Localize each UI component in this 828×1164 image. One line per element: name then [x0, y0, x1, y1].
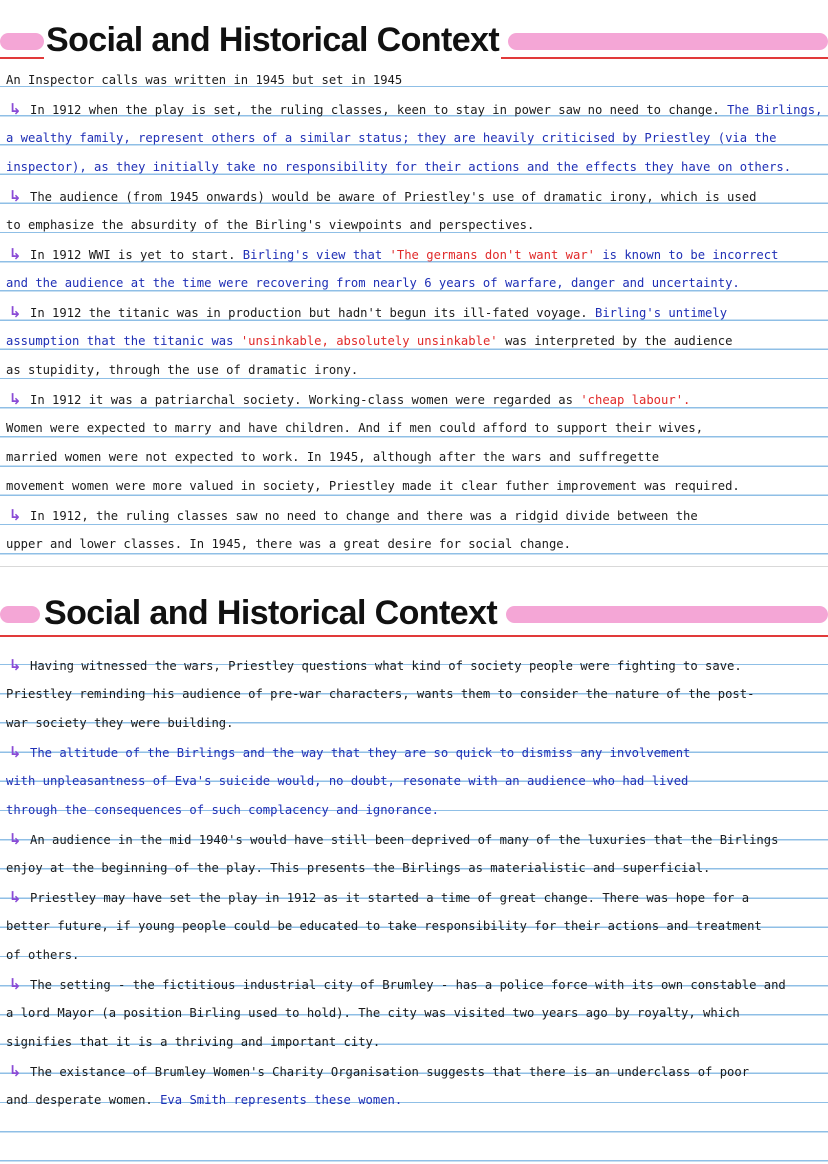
- text-line: [6, 360, 824, 380]
- pink-highlight-left: [0, 606, 40, 623]
- note-text: signifies that it is a thriving and important city.: [6, 1035, 381, 1049]
- arrow-bullet-icon: ↳: [8, 303, 22, 321]
- note-text: Priestley may have set the play in 1912 as it started a time of great change. There was hope for a: [30, 891, 750, 905]
- blue-note-text: The altitude of the Birlings and the way that they are so quick to dismiss any involvement: [30, 746, 691, 760]
- blue-note-text: and the audience at the time were recovering from nearly 6 years of warfare, danger and uncertainty.: [6, 276, 740, 290]
- page-separator: [0, 566, 828, 587]
- bullet-point-line: [6, 505, 824, 525]
- red-margin-rule: [0, 635, 828, 637]
- note-text: upper and lower classes. In 1945, there was a great desire for social change.: [6, 537, 571, 551]
- text-line: [6, 447, 824, 467]
- bullet-point-line: [6, 389, 824, 409]
- note-text: as stupidity, through the use of dramatic irony.: [6, 363, 359, 377]
- text-line: [6, 273, 824, 293]
- blue-note-text: assumption that the titanic was: [6, 334, 241, 348]
- note-text: a lord Mayor (a position Birling used to hold). The city was visited two years ago by royalty, which: [6, 1006, 740, 1020]
- note-text: to emphasize the absurdity of the Birling's viewpoints and perspectives.: [6, 218, 535, 232]
- blue-note-text: through the consequences of such complacency and ignorance.: [6, 803, 439, 817]
- note-text: An Inspector calls was written in 1945 but set in 1945: [6, 73, 403, 87]
- bullet-point-line: [6, 655, 824, 675]
- arrow-bullet-icon: ↳: [8, 888, 22, 906]
- text-line: [6, 684, 824, 704]
- text-line: [6, 128, 824, 148]
- blue-note-text: The Birlings,: [727, 103, 823, 117]
- arrow-bullet-icon: ↳: [8, 187, 22, 205]
- note-text: Priestley reminding his audience of pre-war characters, wants them to consider the nature of the post-: [6, 687, 755, 701]
- bullet-point-line: [6, 1061, 824, 1081]
- note-text: The audience (from 1945 onwards) would be aware of Priestley's use of dramatic irony, which is used: [30, 190, 757, 204]
- text-line: [6, 800, 824, 820]
- text-line: [6, 476, 824, 496]
- blue-note-text: Eva Smith represents these women.: [160, 1093, 403, 1107]
- blue-note-text: is known to be incorrect: [595, 248, 779, 262]
- text-line: [6, 157, 824, 177]
- notes-page-2: [0, 586, 828, 1164]
- note-text: The setting - the fictitious industrial city of Brumley - has a police force with its own constable and: [30, 978, 786, 992]
- text-line: [6, 858, 824, 878]
- note-text: In 1912 when the play is set, the ruling classes, keen to stay in power saw no need to change.: [30, 103, 728, 117]
- page-title: Social and Historical Context: [42, 591, 499, 635]
- arrow-bullet-icon: ↳: [8, 390, 22, 408]
- note-text: married women were not expected to work. In 1945, although after the wars and suffregette: [6, 450, 660, 464]
- bullet-point-line: [6, 974, 824, 994]
- arrow-bullet-icon: ↳: [8, 506, 22, 524]
- blue-note-text: a wealthy family, represent others of a similar status; they are heavily criticised by Priestley (via the: [6, 131, 777, 145]
- notes-page-1: [0, 0, 828, 560]
- arrow-bullet-icon: ↳: [8, 830, 22, 848]
- pink-highlight-right: [506, 606, 828, 623]
- red-quote-text: 'The germans don't want war': [389, 248, 595, 262]
- arrow-bullet-icon: ↳: [8, 245, 22, 263]
- blue-note-text: with unpleasantness of Eva's suicide would, no doubt, resonate with an audience who had lived: [6, 774, 689, 788]
- bullet-point-line: [6, 186, 824, 206]
- blue-note-text: Birling's untimely: [595, 306, 728, 320]
- text-line: [6, 215, 824, 235]
- note-text: was interpreted by the audience: [497, 334, 733, 348]
- arrow-bullet-icon: ↳: [8, 1062, 22, 1080]
- arrow-bullet-icon: ↳: [8, 975, 22, 993]
- note-text: movement women were more valued in society, Priestley made it clear futher improvement was required.: [6, 479, 740, 493]
- note-text: war society they were building.: [6, 716, 234, 730]
- note-text: An audience in the mid 1940's would have still been deprived of many of the luxuries that the Birlings: [30, 833, 779, 847]
- note-text: enjoy at the beginning of the play. This presents the Birlings as materialistic and superficial.: [6, 861, 711, 875]
- blue-note-text: inspector), as they initially take no responsibility for their actions and the effects they have on others.: [6, 160, 792, 174]
- note-text: of others.: [6, 948, 80, 962]
- text-line: [6, 1090, 824, 1110]
- text-line: [6, 418, 824, 438]
- note-text: In 1912 WWI is yet to start.: [30, 248, 243, 262]
- red-quote-text: 'unsinkable, absolutely unsinkable': [240, 334, 498, 348]
- arrow-bullet-icon: ↳: [8, 743, 22, 761]
- note-text: In 1912, the ruling classes saw no need to change and there was a ridgid divide between the: [30, 509, 698, 523]
- bullet-point-line: [6, 302, 824, 322]
- pink-highlight-right: [508, 33, 828, 50]
- bullet-point-line: [6, 99, 824, 119]
- text-line: [6, 945, 824, 965]
- text-line: [6, 916, 824, 936]
- bullet-point-line: [6, 887, 824, 907]
- bullet-point-line: [6, 244, 824, 264]
- text-line: [6, 1032, 824, 1052]
- text-line: [6, 70, 824, 90]
- text-line: [6, 713, 824, 733]
- note-text: In 1912 the titanic was in production but hadn't begun its ill-fated voyage.: [30, 306, 595, 320]
- bullet-point-line: [6, 829, 824, 849]
- page-title: Social and Historical Context: [44, 18, 501, 62]
- red-quote-text: 'cheap labour'.: [580, 393, 691, 407]
- note-text: Having witnessed the wars, Priestley questions what kind of society people were fighting to save.: [30, 659, 742, 673]
- arrow-bullet-icon: ↳: [8, 656, 22, 674]
- pink-highlight-left: [0, 33, 44, 50]
- text-line: [6, 534, 824, 554]
- note-text: better future, if young people could be educated to take responsibility for their actions and treatment: [6, 919, 762, 933]
- note-text: Women were expected to marry and have children. And if men could afford to support their wives,: [6, 421, 704, 435]
- text-line: [6, 771, 824, 791]
- arrow-bullet-icon: ↳: [8, 100, 22, 118]
- note-text: The existance of Brumley Women's Charity Organisation suggests that there is an underclass of poor: [30, 1065, 750, 1079]
- note-text: In 1912 it was a patriarchal society. Working-class women were regarded as: [30, 393, 581, 407]
- text-line: [6, 331, 824, 351]
- bullet-point-line: [6, 742, 824, 762]
- blue-note-text: Birling's view that: [242, 248, 390, 262]
- text-line: [6, 1003, 824, 1023]
- note-text: and desperate women.: [6, 1093, 161, 1107]
